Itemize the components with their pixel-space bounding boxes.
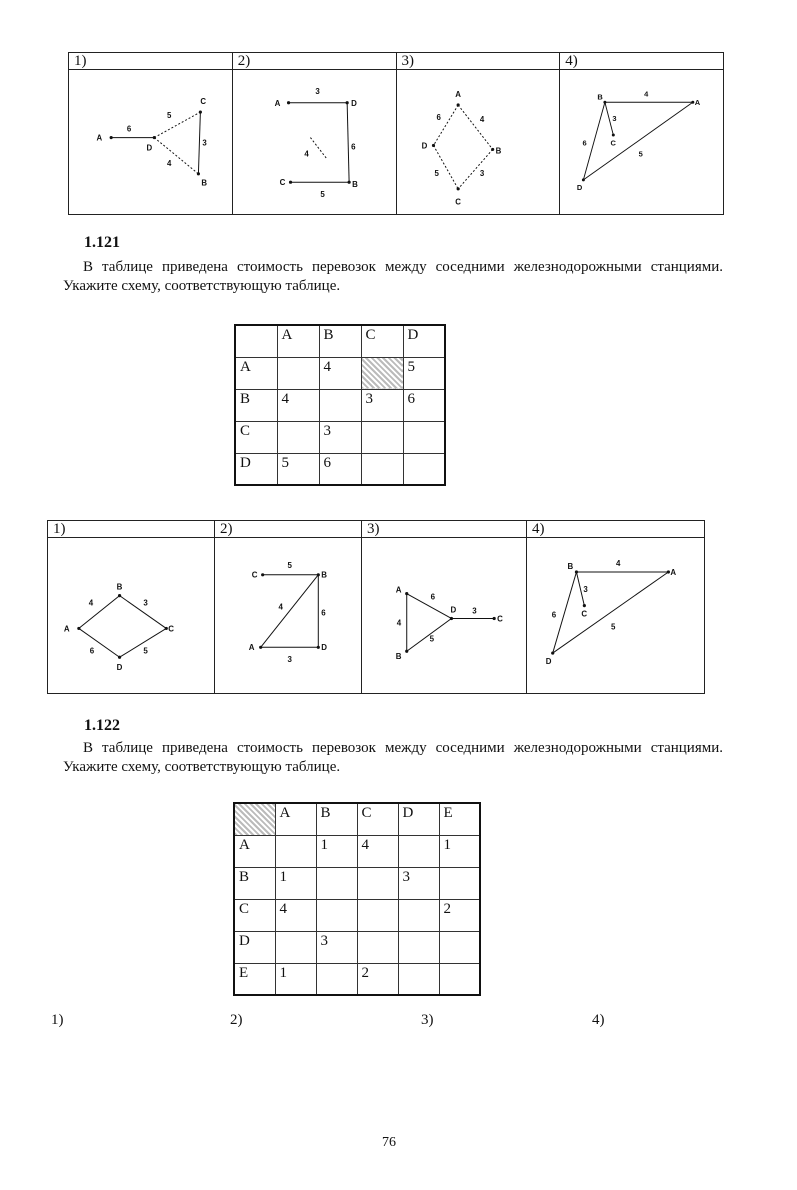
- cost-table: [233, 802, 481, 996]
- option-label: 3): [362, 521, 526, 538]
- table-cell: [439, 867, 480, 899]
- table-cell: [361, 421, 403, 453]
- table-cell: [439, 963, 480, 995]
- edge-weight: 6: [89, 646, 95, 656]
- table-cell: D: [398, 803, 439, 835]
- node-label: A: [694, 98, 701, 108]
- top-option-2: [233, 53, 397, 214]
- edge-weight: 3: [202, 138, 207, 148]
- table-cell: [319, 389, 361, 421]
- table-cell: C: [357, 803, 398, 835]
- graph-diagram: [69, 70, 232, 214]
- task121-option-4: [527, 521, 704, 693]
- node-label: C: [610, 138, 617, 148]
- node-label: B: [321, 570, 328, 580]
- node-label: D: [577, 183, 583, 193]
- table-cell: [357, 899, 398, 931]
- option-label: 2): [215, 521, 361, 538]
- table-cell: 4: [357, 835, 398, 867]
- node-label: B: [116, 582, 123, 592]
- page-number: 76: [382, 1135, 396, 1150]
- edge-weight: 4: [615, 559, 621, 569]
- top-option-4: [560, 53, 723, 214]
- node-label: B: [201, 178, 208, 188]
- graph-diagram: [215, 538, 361, 693]
- edge-weight: 6: [321, 608, 326, 618]
- option-label: 4): [560, 53, 723, 70]
- option-label: 2): [230, 1012, 243, 1028]
- task121-option-2: [215, 521, 362, 693]
- option-label: 4): [592, 1012, 605, 1028]
- option-label: 3): [397, 53, 560, 70]
- table-row: [235, 389, 445, 421]
- table-cell: 3: [319, 421, 361, 453]
- graph-diagram: [560, 70, 723, 214]
- table-cell: 3: [398, 867, 439, 899]
- edge-weight: 5: [287, 560, 292, 570]
- node-label: D: [321, 643, 328, 653]
- table-cell: D: [403, 325, 445, 357]
- top-option-1: [69, 53, 233, 214]
- table-cell: 4: [275, 899, 316, 931]
- option-label: 1): [48, 521, 214, 538]
- table-cell: [398, 963, 439, 995]
- table-cell: 5: [277, 453, 319, 485]
- table-header-row: [235, 325, 445, 357]
- table-cell: E: [439, 803, 480, 835]
- table-cell: 3: [316, 931, 357, 963]
- table-cell: 6: [403, 389, 445, 421]
- graph-diagram: [233, 70, 396, 214]
- table-cell: A: [235, 357, 277, 389]
- task-number: 1.122: [84, 717, 120, 734]
- node-label: B: [351, 180, 358, 190]
- table-row: [235, 421, 445, 453]
- edge-weight: 3: [612, 113, 617, 123]
- edge-weight: 5: [320, 190, 325, 200]
- edge-weight: 6: [435, 112, 441, 122]
- table-row: [235, 453, 445, 485]
- table-row: [234, 963, 480, 995]
- edge-weight: 5: [143, 646, 148, 656]
- table-cell: [357, 867, 398, 899]
- node-label: C: [497, 614, 503, 624]
- table-cell: 1: [316, 835, 357, 867]
- edge-weight: 5: [429, 634, 435, 644]
- table-cell: E: [234, 963, 275, 995]
- graph-diagram: [362, 538, 526, 693]
- table-cell: D: [235, 453, 277, 485]
- node-label: B: [597, 92, 604, 102]
- table-cell: 2: [357, 963, 398, 995]
- edge-weight: 3: [479, 169, 484, 179]
- task-text: В таблице приведена стоимость перевозок между соседними железнодорожными станциями. Укажите схему, соответствующую таблице.: [63, 740, 723, 775]
- table-cell: 6: [319, 453, 361, 485]
- table-cell: B: [235, 389, 277, 421]
- node-label: D: [545, 656, 552, 666]
- table-cell: C: [361, 325, 403, 357]
- node-label: C: [279, 178, 286, 188]
- table-cell: C: [235, 421, 277, 453]
- edge-weight: 4: [396, 618, 402, 628]
- edge-weight: 5: [167, 110, 172, 120]
- table-cell: 4: [319, 357, 361, 389]
- table-cell: [357, 931, 398, 963]
- node-label: C: [168, 624, 174, 634]
- edge-weight: 4: [304, 149, 309, 159]
- table-cell: A: [275, 803, 316, 835]
- node-label: D: [450, 605, 457, 615]
- table-cell: [316, 867, 357, 899]
- table-row: [234, 931, 480, 963]
- table-cell: [398, 835, 439, 867]
- table-cell: 5: [403, 357, 445, 389]
- table-cell: 4: [277, 389, 319, 421]
- edge-weight: 3: [287, 655, 292, 665]
- edge-weight: 6: [582, 138, 587, 148]
- table-cell: 1: [439, 835, 480, 867]
- edge-weight: 5: [433, 169, 439, 179]
- table-header-row: [234, 803, 480, 835]
- node-label: A: [274, 98, 281, 108]
- node-label: D: [421, 141, 427, 151]
- table-cell: [398, 931, 439, 963]
- edge-weight: 6: [350, 142, 356, 152]
- edge-weight: 6: [126, 124, 132, 134]
- smudged-cell: [361, 357, 403, 389]
- option-label: 1): [69, 53, 232, 70]
- table-cell: [398, 899, 439, 931]
- table-cell: B: [316, 803, 357, 835]
- task121-option-3: [362, 521, 527, 693]
- table-cell: 1: [275, 963, 316, 995]
- top-option-3: [397, 53, 561, 214]
- table-cell: [439, 931, 480, 963]
- node-label: D: [146, 143, 153, 153]
- table-cell: [403, 421, 445, 453]
- node-label: C: [251, 570, 258, 580]
- table-cell: A: [234, 835, 275, 867]
- table-cell: [403, 453, 445, 485]
- option-label: 4): [527, 521, 704, 538]
- edge-weight: 4: [278, 602, 283, 612]
- table-cell: [316, 963, 357, 995]
- table-cell: D: [234, 931, 275, 963]
- graph-diagram: [397, 70, 560, 214]
- table-row: [234, 835, 480, 867]
- cost-table: [234, 324, 446, 486]
- table-cell: A: [277, 325, 319, 357]
- node-label: A: [395, 585, 402, 595]
- table-cell: [361, 453, 403, 485]
- table-row: [234, 899, 480, 931]
- graph-diagram: [48, 538, 214, 693]
- node-label: A: [248, 643, 255, 653]
- option-label: 3): [421, 1012, 434, 1028]
- table-row: [234, 867, 480, 899]
- table-cell: [277, 421, 319, 453]
- edge-weight: 3: [143, 598, 148, 608]
- edge-weight: 3: [583, 584, 588, 594]
- table-cell: [277, 357, 319, 389]
- node-label: A: [454, 90, 461, 100]
- node-label: A: [670, 567, 677, 577]
- table-cell: 2: [439, 899, 480, 931]
- table-cell: [275, 931, 316, 963]
- table-cell: B: [234, 867, 275, 899]
- smudged-cell: [234, 803, 275, 835]
- table-cell: 1: [275, 867, 316, 899]
- edge-weight: 4: [167, 159, 172, 169]
- node-label: B: [495, 146, 501, 156]
- task-number: 1.121: [84, 234, 120, 251]
- edge-weight: 5: [638, 149, 643, 159]
- task121-option-1: [48, 521, 215, 693]
- task121-options-row: [47, 520, 705, 694]
- table-cell: [275, 835, 316, 867]
- edge-weight: 5: [611, 622, 616, 632]
- node-label: C: [200, 97, 207, 107]
- table-cell: C: [234, 899, 275, 931]
- edge-weight: 4: [479, 114, 484, 124]
- node-label: D: [350, 98, 357, 108]
- edge-weight: 4: [88, 598, 94, 608]
- edge-weight: 3: [472, 606, 477, 616]
- node-label: B: [395, 652, 402, 662]
- node-label: A: [96, 133, 103, 143]
- option-label: 2): [233, 53, 396, 70]
- table-cell: B: [319, 325, 361, 357]
- edge-weight: 3: [315, 86, 320, 96]
- edge-weight: 6: [430, 592, 436, 602]
- task-text: В таблице приведена стоимость перевозок между соседними железнодорожными станциями. Укажите схему, соответствующую таблице.: [63, 259, 723, 294]
- table-row: [235, 357, 445, 389]
- table-cell: [235, 325, 277, 357]
- graph-diagram: [527, 538, 704, 693]
- node-label: C: [454, 197, 461, 207]
- node-label: D: [116, 663, 123, 673]
- node-label: C: [581, 609, 588, 619]
- option-label: 1): [51, 1012, 64, 1028]
- node-label: B: [567, 562, 574, 572]
- top-options-row: [68, 52, 724, 215]
- table-cell: [316, 899, 357, 931]
- table-cell: 3: [361, 389, 403, 421]
- edge-weight: 6: [551, 610, 557, 620]
- node-label: A: [63, 624, 70, 634]
- edge-weight: 4: [644, 89, 649, 99]
